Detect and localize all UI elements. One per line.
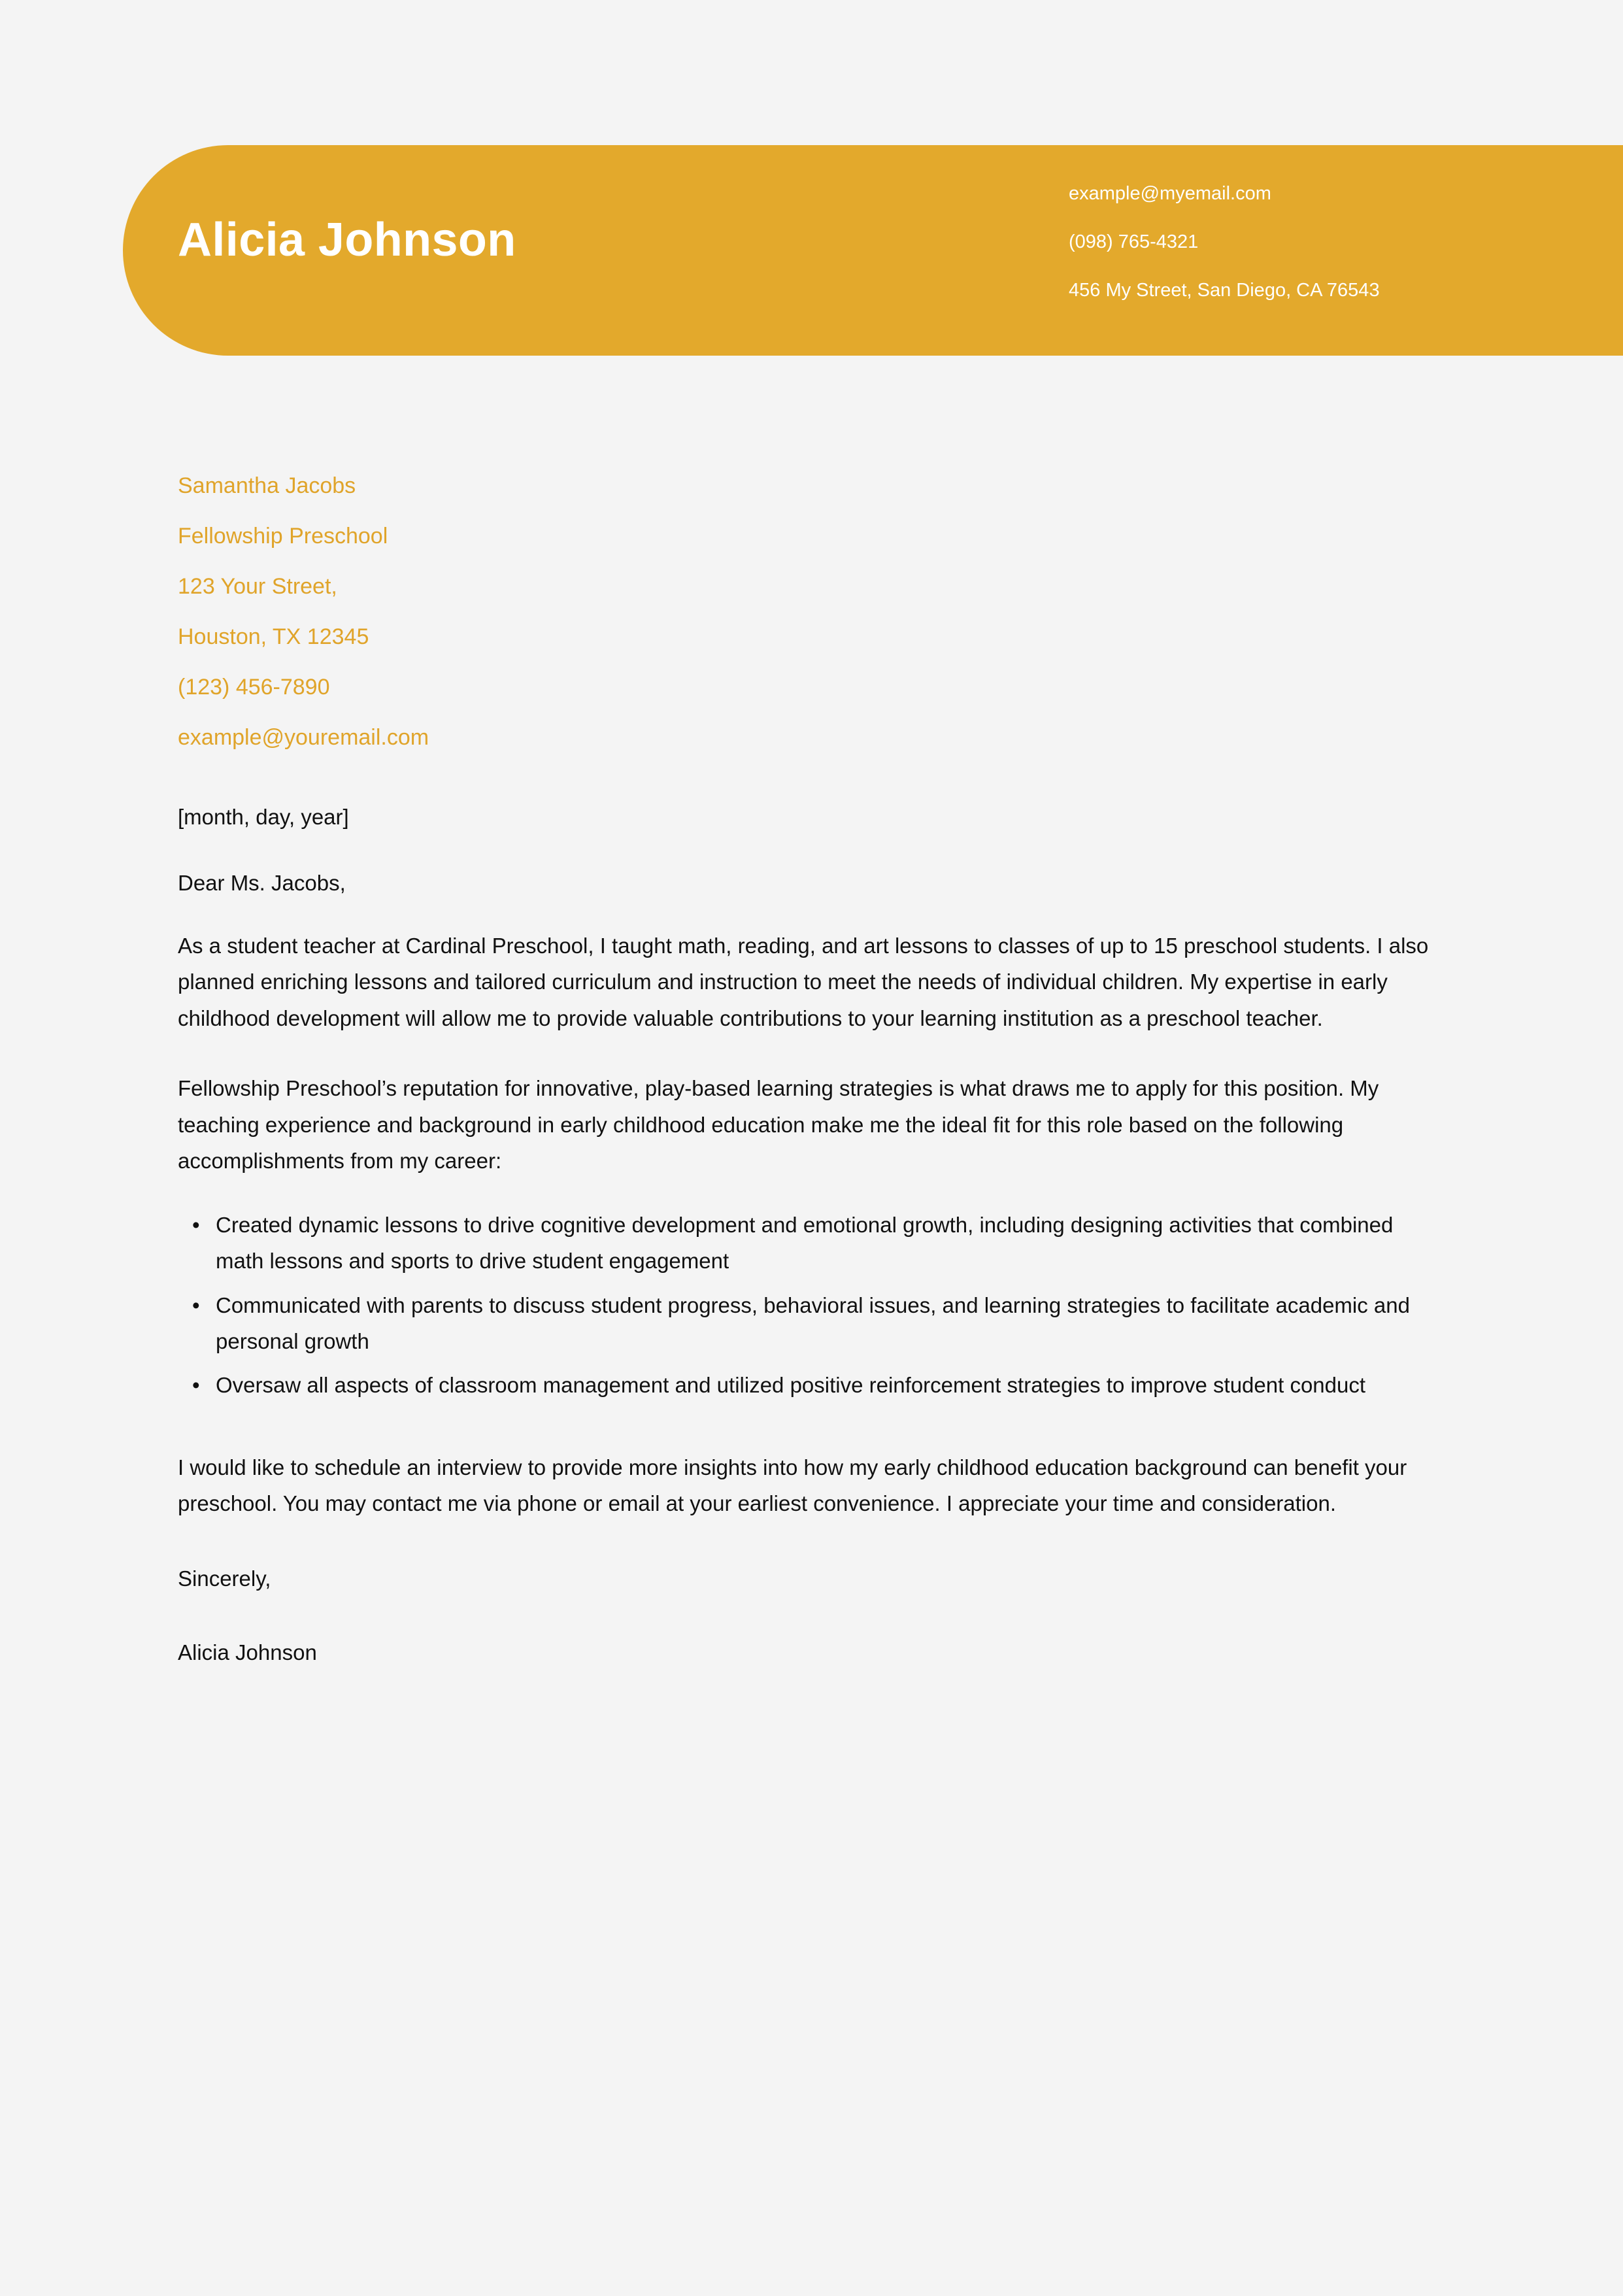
recipient-organization: Fellowship Preschool	[178, 524, 388, 549]
recipient-phone: (123) 456-7890	[178, 675, 330, 700]
list-item	[178, 1207, 1436, 1279]
recipient-street: 123 Your Street,	[178, 574, 337, 599]
letter-paragraph-2: Fellowship Preschool’s reputation for innovative, play-based learning strategies is what draws me to apply for this position. My teaching experience and background in early childhood education make me the ideal fit for this role based on the following accomplishments from my career:	[178, 1076, 1379, 1173]
letter-body	[178, 475, 1436, 1663]
letter-closing-paragraph: I would like to schedule an interview to provide more insights into how my early childhood education background can benefit your preschool. You may contact me via phone or email at your earliest convenience. I appreciate your time and consideration.	[178, 1455, 1407, 1516]
bullet-icon: •	[192, 1292, 200, 1317]
accomplishments-list	[178, 1207, 1436, 1404]
recipient-email: example@youremail.com	[178, 725, 429, 750]
page-title: Alicia Johnson	[178, 214, 516, 266]
list-item	[178, 1367, 1436, 1403]
sender-email: example@myemail.com	[1069, 183, 1271, 204]
letterhead-banner	[123, 145, 1623, 356]
letter-salutation: Dear Ms. Jacobs,	[178, 871, 346, 895]
recipient-city-state-zip: Houston, TX 12345	[178, 624, 369, 649]
letter-date: [month, day, year]	[178, 805, 349, 829]
recipient-address-block	[178, 475, 1436, 749]
list-item-text: Oversaw all aspects of classroom management and utilized positive reinforcement strategies to improve student conduct	[216, 1373, 1366, 1398]
sender-contact-block	[1069, 184, 1380, 300]
letter-signoff: Sincerely,	[178, 1566, 271, 1591]
bullet-icon: •	[192, 1373, 200, 1398]
letter-paragraph-1: As a student teacher at Cardinal Preschool, I taught math, reading, and art lessons to classes of up to 15 preschool students. I also planned enriching lessons and tailored curriculum and instruction to meet the needs of individual children. My expertise in early childhood development will allow me to provide valuable contributions to your learning institution as a preschool teacher.	[178, 934, 1429, 1030]
list-item-text: Created dynamic lessons to drive cognitive development and emotional growth, including designing activities that combined math lessons and sports to drive student engagement	[216, 1212, 1394, 1274]
sender-phone: (098) 765-4321	[1069, 231, 1199, 252]
list-item-text: Communicated with parents to discuss student progress, behavioral issues, and learning strategies to facilitate academic and personal growth	[216, 1292, 1410, 1353]
bullet-icon: •	[192, 1212, 200, 1237]
sender-address: 456 My Street, San Diego, CA 76543	[1069, 280, 1380, 301]
letter-signature-name: Alicia Johnson	[178, 1640, 317, 1664]
list-item	[178, 1287, 1436, 1360]
recipient-name: Samantha Jacobs	[178, 473, 356, 498]
